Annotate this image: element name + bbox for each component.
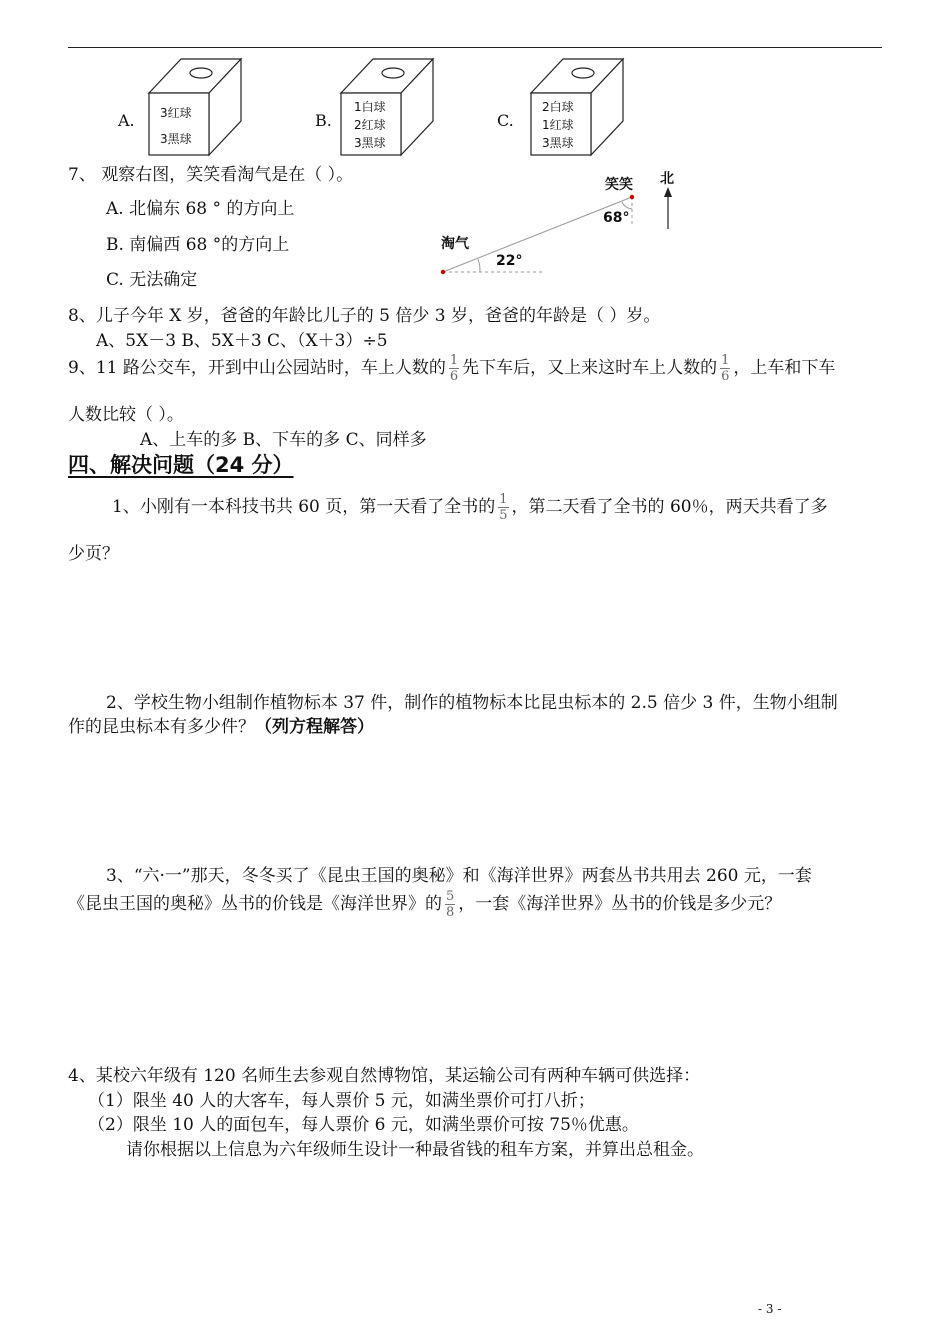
box-b-line1: 1白球	[354, 100, 386, 114]
box-a-line2: 3黑球	[160, 132, 192, 146]
q7-option-b: B. 南偏西 68 °的方向上	[106, 235, 290, 255]
problem1-frac-num: 1	[499, 492, 508, 507]
box-b-letter: B.	[315, 111, 332, 130]
problem4-line3: （2）限坐 10 人的面包车，每人票价 6 元，如满坐票价可按 75％优惠。	[88, 1115, 639, 1135]
box-a-letter: A.	[118, 111, 135, 130]
problem3-frac-num: 5	[446, 889, 455, 904]
box-c-line2: 1红球	[542, 118, 574, 132]
problem1-line1	[112, 492, 828, 523]
box-b-line2: 2红球	[354, 118, 386, 132]
label-angle-22: 22°	[496, 253, 523, 269]
q7-option-c: C. 无法确定	[106, 270, 198, 290]
q9-text-1: 9、11 路公交车，开到中山公园站时，车上人数的	[68, 358, 446, 378]
problem1-text-1: 1、小刚有一本科技书共 60 页，第一天看了全书的	[112, 497, 496, 517]
problem3-text-1: 《昆虫王国的奥秘》丛书的价钱是《海洋世界》的	[68, 894, 442, 914]
problem4-line4: 请你根据以上信息为六年级师生设计一种最省钱的租车方案，并算出总租金。	[126, 1140, 704, 1160]
box-c-line1: 2白球	[542, 100, 574, 114]
box-c-letter: C.	[497, 111, 514, 130]
q9-frac2-den: 6	[721, 369, 730, 384]
label-xiaoxiao: 笑笑	[605, 177, 633, 193]
q9-text-2: 先下车后，又上来这时车上人数的	[462, 358, 718, 378]
box-b-line3: 3黑球	[354, 136, 386, 150]
box-c-line3: 3黑球	[542, 136, 574, 150]
q9-frac2-num: 1	[721, 353, 730, 368]
q9-frac1-num: 1	[449, 353, 459, 368]
q7-option-a: A. 北偏东 68 ° 的方向上	[106, 199, 295, 219]
q9-frac1-den: 6	[449, 369, 459, 384]
problem3-fraction	[445, 889, 455, 920]
problem2-note: （列方程解答）	[255, 717, 374, 737]
problem2-text: 作的昆虫标本有多少件？	[68, 717, 255, 737]
box-a-line1: 3红球	[160, 106, 192, 120]
problem3-line2	[68, 889, 781, 920]
problem1-fraction	[498, 492, 508, 523]
q9-fraction-1	[449, 353, 459, 384]
label-north: 北	[660, 171, 674, 187]
problem1-line2: 少页？	[68, 544, 119, 564]
label-taoqi: 淘气	[441, 236, 469, 252]
problem2-line2	[68, 712, 374, 737]
problem2-line1: 2、学校生物小组制作植物标本 37 件，制作的植物标本比昆虫标本的 2.5 倍少 3 件，生物小组制	[106, 693, 838, 713]
problem1-frac-den: 5	[499, 508, 508, 523]
problem4-line2: （1）限坐 40 人的大客车，每人票价 5 元，如满坐票价可打八折；	[88, 1091, 595, 1111]
q9-fraction-2	[720, 353, 730, 384]
label-angle-68: 68°	[603, 210, 630, 226]
top-rule	[68, 47, 882, 48]
problem1-text-2: ，第二天看了全书的 60％，两天共看了多	[511, 497, 828, 517]
q9-line1	[68, 353, 835, 384]
direction-figure	[430, 165, 690, 280]
section-heading: 四、解决问题（24 分）	[68, 453, 294, 477]
q8-stem: 8、儿子今年 X 岁，爸爸的年龄比儿子的 5 倍少 3 岁，爸爸的年龄是（ ）岁。	[68, 306, 661, 326]
q9-line2: 人数比较（ ）。	[68, 405, 184, 425]
box-b-figure	[337, 55, 437, 157]
problem4-line1: 4、某校六年级有 120 名师生去参观自然博物馆，某运输公司有两种车辆可供选择：	[68, 1066, 701, 1086]
problem3-frac-den: 8	[446, 905, 455, 920]
page-number: - 3 -	[758, 1302, 782, 1316]
q9-options: A、上车的多 B、下车的多 C、同样多	[140, 430, 427, 450]
q8-options: A、5X－3 B、5X＋3 C、（X＋3）÷5	[96, 331, 388, 351]
problem3-line1: 3、“六·一”那天，冬冬买了《昆虫王国的奥秘》和《海洋世界》两套丛书共用去 260 元，一套	[106, 866, 812, 886]
q7-stem: 7、 观察右图，笑笑看淘气是在（ ）。	[68, 165, 354, 185]
q9-text-3: ，上车和下车	[733, 358, 836, 378]
problem3-text-2: ，一套《海洋世界》丛书的价钱是多少元？	[458, 894, 782, 914]
